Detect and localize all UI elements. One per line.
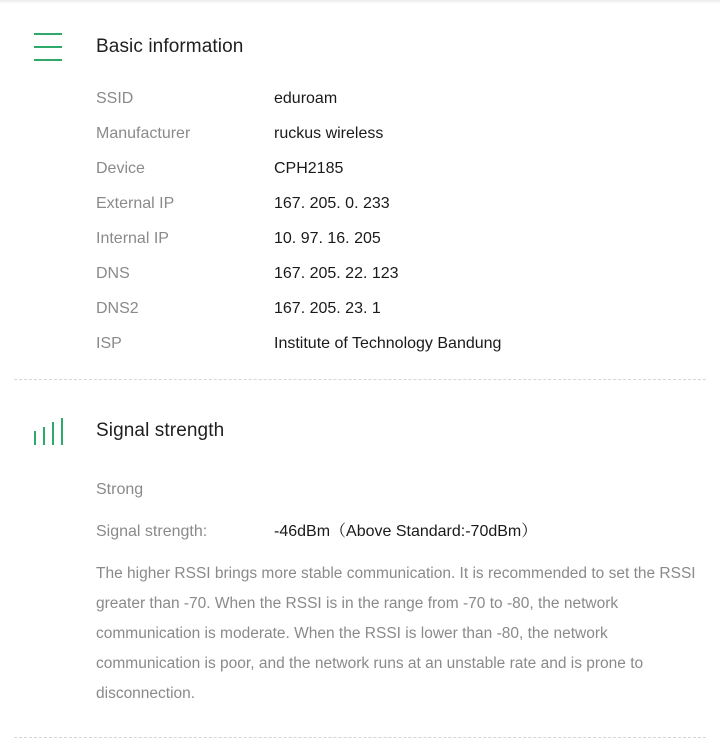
info-label: DNS2 [96,300,139,317]
menu-lines-icon [34,33,64,63]
info-value: 167. 205. 0. 233 [274,195,390,212]
info-value: eduroam [274,90,338,107]
signal-bars-icon [34,417,64,447]
signal-strength-title: Signal strength [96,420,225,441]
info-value: ruckus wireless [274,125,384,142]
signal-strength-value: -46dBm（Above Standard:-70dBm） [274,523,538,540]
info-label: Internal IP [96,230,169,247]
info-value: 167. 205. 23. 1 [274,300,381,317]
info-value: 167. 205. 22. 123 [274,265,399,282]
basic-information-title: Basic information [96,36,244,57]
info-value: Institute of Technology Bandung [274,335,502,352]
info-label: Device [96,160,145,177]
signal-status-text: Strong [96,481,144,498]
info-value: CPH2185 [274,160,344,177]
signal-strength-label: Signal strength: [96,523,208,540]
top-edge-shadow [0,0,720,4]
info-value: 10. 97. 16. 205 [274,230,381,247]
info-label: DNS [96,265,130,282]
info-label: SSID [96,90,134,107]
info-label: Manufacturer [96,125,191,142]
rssi-description: The higher RSSI brings more stable communication. It is recommended to set the RSSI greater than -70. When the RSSI is in the range from -70 to -80, the network communication is moderate. When the RSSI is lower than -80, the network communication is poor, and the network runs at an unstable rate and is prone to disconnection. [96,565,696,702]
info-label: ISP [96,335,122,352]
info-label: External IP [96,195,175,212]
section-divider [14,737,706,738]
section-divider [14,379,706,380]
